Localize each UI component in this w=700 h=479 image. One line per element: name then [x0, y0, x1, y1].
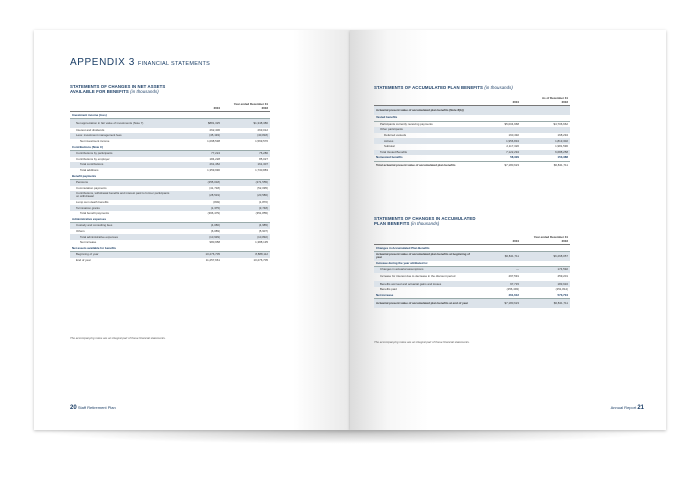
table-row: Subtotal 2,117,326 1,981,596 — [384, 144, 568, 149]
footer-label: Staff Retirement Plan — [77, 405, 116, 410]
right-page-note: The accompanying notes are an integral part of these financial statements. — [374, 340, 470, 344]
changes-benefits-title: STATEMENTS OF CHANGES IN ACCUMULATED PLAN BENEFITS (in thousands) — [374, 216, 476, 227]
section-header: Net assets available for benefits — [70, 245, 270, 251]
table-row: Others (6,089) (5,907) — [76, 228, 268, 233]
table-row: Contributions by participants 77,224 76,280 — [70, 150, 270, 156]
table-row: Termination grants (1,375) (3,748) — [70, 205, 270, 211]
table-row: Benefits accrued and actuarial gains and losses 97,715 183,916 — [374, 281, 570, 287]
period-header: Year ended December 31 — [533, 234, 568, 239]
appendix-title: FINANCIAL STATEMENTS — [137, 61, 211, 67]
accumulated-benefits-title: STATEMENTS OF ACCUMULATED PLAN BENEFITS (in thousands) — [374, 85, 513, 90]
table-row: Total Vested Benefits 7,122,294 6,688,258 — [374, 150, 570, 156]
table-row: Less: investment management fees (45,193) (40,818) — [70, 133, 270, 139]
table-row: Benefits paid (256,493) (251,814) — [380, 287, 568, 292]
col-2003: 2003 — [222, 107, 270, 112]
table-row: Commutation payments (41,718) (52,095) — [76, 185, 268, 190]
table-row: Changes in actuarial assumptions — 174,592 — [374, 267, 570, 273]
appendix-number: APPENDIX 3 — [70, 57, 135, 68]
col-2004: 2004 — [174, 107, 222, 112]
left-page — [34, 30, 350, 430]
table-row: Nonvested benefits 58,329 153,388 — [376, 155, 568, 160]
col-2003: 2003 — [521, 240, 570, 245]
table-row: Net investment income 1,098,538 1,569,576 — [80, 139, 268, 144]
net-assets-statement-title: STATEMENTS OF CHANGES IN NET ASSETS AVAILABLE FOR BENEFITS (in thousands) — [70, 84, 166, 95]
appendix-heading — [70, 57, 210, 68]
table-row: Actuarial present value of accumulated plan benefits at end of year $7,180,623 $6,841,711 — [374, 299, 570, 308]
footer-label: Annual Report — [610, 405, 637, 410]
changes-benefits-table — [374, 235, 570, 308]
table-row: Total additions 1,359,990 1,730,883 — [80, 167, 268, 172]
table-row: Total actuarial present value of accumulated plan benefits $7,180,623 $6,841,711 — [376, 163, 568, 168]
left-page-footer — [70, 405, 116, 411]
table-row: Interest and dividends 262,406 263,012 — [76, 127, 268, 132]
table-row: Actuarial present value of accumulated plan benefits (Note 8(b)) — [374, 106, 570, 115]
table-row: Pensions (255,018) (271,555) — [70, 179, 270, 185]
col-2003: 2003 — [521, 101, 570, 106]
table-row: Net appreciation in fair value of investments (Note 7) $881,325 $1,348,380 — [70, 118, 270, 127]
table-row: Custody and consulting fees (4,080) (4,985) — [70, 223, 270, 229]
table-row: Total benefit payments (366,479) (351,855) — [80, 211, 268, 216]
col-2004: 2004 — [472, 240, 521, 245]
accumulated-benefits-table — [374, 96, 570, 170]
section-header: Investment income (loss) — [70, 112, 270, 119]
section-header: Increase during the year attributed to: — [374, 261, 570, 267]
table-row: Actuarial present value of accumulated plan benefits at beginning of year $6,841,711 $6,268,057 — [376, 252, 568, 260]
right-page — [350, 30, 666, 430]
table-row: Total administrative expenses (10,939) (10,892) — [70, 234, 270, 240]
table-row: Lump sum death benefits (849) (1,870) — [76, 199, 268, 204]
table-row: End of year 11,257,661 10,276,705 — [76, 257, 268, 262]
section-header: Changes in Accumulated Plan Benefits — [374, 245, 570, 252]
right-page-footer — [611, 405, 644, 411]
section-header: Vested benefits — [374, 115, 570, 121]
table-row: Deferred vesteds 160,492 168,294 — [384, 133, 568, 138]
table-row: Net increase 461,612 573,704 — [376, 292, 568, 297]
table-row: Actives 1,956,834 1,813,302 — [374, 138, 570, 144]
table-row: Other participants — [374, 127, 570, 133]
table-row: Net increase 980,958 1,388,135 — [80, 240, 268, 245]
period-header: As of December 31 — [541, 95, 568, 100]
table-row: Contributions, withdrawal benefits and interest paid to former participants on withdrawal (28,519) (20,586) — [70, 191, 270, 200]
col-2004: 2004 — [472, 101, 521, 106]
section-header: Benefit payments — [70, 173, 270, 179]
table-row: Participants currently receiving payments $5,004,968 $4,706,662 — [380, 121, 568, 126]
section-header: Contributions (Note C) — [70, 144, 270, 150]
table-row: Beginning of year 10,276,705 8,888,112 — [70, 252, 270, 258]
table-row: Increase for interest due to decrease in the discount period 497,591 459,201 — [380, 274, 568, 279]
page-number: 20 — [70, 405, 77, 411]
table-row: Total contributions 261,452 161,307 — [70, 162, 270, 168]
period-header: Year ended December 31 — [233, 101, 268, 106]
page-number: 21 — [637, 405, 644, 411]
section-header: Administrative expenses — [70, 216, 270, 222]
left-page-note: The accompanying notes are an integral part of these financial statements. — [70, 336, 166, 340]
book-spread — [34, 30, 666, 430]
table-row: Contributions by employer 184,228 85,027 — [76, 156, 268, 161]
net-assets-table — [70, 102, 270, 263]
